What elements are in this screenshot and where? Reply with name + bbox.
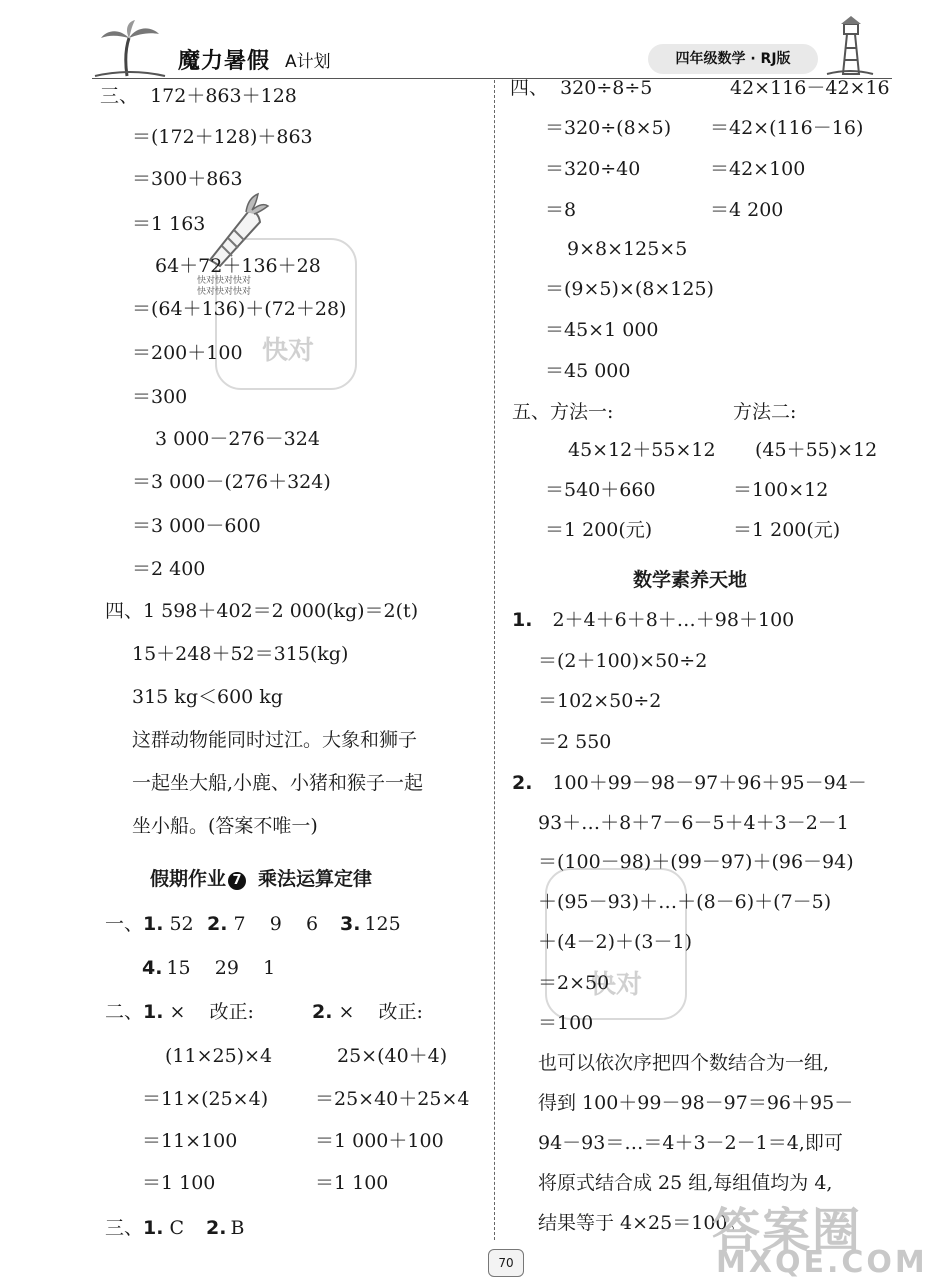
answer-line: ＝100×12: [733, 479, 829, 501]
answer-line: ＝11×(25×4): [142, 1088, 269, 1110]
item-answer: × 改正:: [169, 1001, 254, 1023]
answer-line: ＝42×100: [710, 158, 806, 180]
section-title: [150, 864, 372, 891]
section-title-text: 假期作业: [150, 868, 227, 890]
answer-line: ＝540＋660: [545, 479, 656, 501]
answer-line: ＝45 000: [545, 360, 631, 382]
brand-title: 魔力暑假: [178, 49, 271, 74]
answer-line: 四、 320÷8÷5: [510, 77, 653, 99]
answer-line: 3 000－276－324: [155, 428, 320, 450]
answer-line: (11×25)×4: [165, 1045, 273, 1067]
answer-line: ＝2 400: [132, 558, 206, 580]
answer-line: 45×12＋55×12: [568, 439, 716, 461]
answer-line: 15＋248＋52＝315(kg): [132, 643, 349, 665]
item-number: 3.: [340, 913, 361, 935]
grade-badge: 四年级数学 · RJ版: [648, 44, 818, 74]
answer-line: [512, 771, 867, 795]
answer-line: 坐小船。(答案不唯一): [132, 815, 318, 837]
answer-line: ＝(172＋128)＋863: [132, 126, 313, 148]
stamp-watermark-text: 快对: [590, 970, 643, 1000]
answer-line: 93＋…＋8＋7－6－5＋4＋3－2－1: [538, 812, 849, 834]
site-watermark: 答案圈: [712, 1203, 863, 1259]
answer-line: ＝102×50÷2: [538, 690, 662, 712]
answer-line: ＝11×100: [142, 1130, 238, 1152]
stamp-small-text: 快对快对快对: [197, 287, 252, 297]
answer-line: 这群动物能同时过江。大象和狮子: [132, 729, 418, 751]
answer-line: [142, 956, 275, 980]
answer-line: ＝8: [545, 199, 577, 221]
answer-line: ＝1 100: [142, 1172, 216, 1194]
answer-line: 方法二:: [733, 401, 797, 423]
question-prefix: 二、: [105, 1001, 144, 1023]
answer-line: (45＋55)×12: [755, 439, 878, 461]
answer-line: ＝45×1 000: [545, 319, 659, 341]
answer-line: [207, 912, 318, 936]
answer-line: [105, 1000, 254, 1024]
item-answer: 15 29 1: [166, 957, 276, 979]
item-number: 1.: [143, 1001, 164, 1023]
answer-line: ＝(100－98)＋(99－97)＋(96－94): [538, 851, 854, 873]
answer-line: ＝42×(116－16): [710, 117, 864, 139]
answer-line: 42×116－42×16: [730, 77, 890, 99]
answer-line: 一起坐大船,小鹿、小猪和猴子一起: [132, 772, 424, 794]
item-answer: 52: [169, 913, 194, 935]
answer-line: ＝3 000－(276＋324): [132, 471, 331, 493]
answer-line: 五、方法一:: [512, 401, 614, 423]
stamp-small-text: 快对快对快对: [197, 276, 252, 286]
answer-line: 将原式结合成 25 组,每组值均为 4,: [538, 1172, 833, 1194]
answer-line: ＋(4－2)＋(3－1): [538, 931, 693, 953]
answer-line: ＝200＋100: [132, 342, 243, 364]
brand-subtitle: A计划: [285, 52, 331, 72]
answer-line: ＝1 163: [132, 213, 206, 235]
section-title: 数学素养天地: [633, 569, 748, 591]
site-watermark-url: MXQE.COM: [716, 1245, 928, 1280]
item-answer: C: [169, 1217, 185, 1239]
answer-line: ＝1 100: [315, 1172, 389, 1194]
item-answer: 100＋99－98－97＋96＋95－94－: [552, 772, 867, 794]
answer-line: 315 kg＜600 kg: [132, 686, 283, 708]
answer-line: ＝25×40＋25×4: [315, 1088, 470, 1110]
page-number: 70: [488, 1249, 524, 1277]
item-number: 1.: [143, 1217, 164, 1239]
palm-tree-icon: [95, 20, 165, 78]
answer-line: 也可以依次序把四个数结合为一组,: [538, 1052, 830, 1074]
answer-line: ＝320÷40: [545, 158, 641, 180]
answer-line: [105, 912, 194, 936]
answer-line: ＝300: [132, 386, 188, 408]
answer-line: ＝1 000＋100: [315, 1130, 444, 1152]
stamp-watermark-text: 快对: [262, 336, 315, 366]
item-number: 2.: [207, 913, 228, 935]
answer-line: 64＋72＋136＋28: [155, 255, 321, 277]
item-number: 4.: [142, 957, 163, 979]
item-answer: × 改正:: [338, 1001, 423, 1023]
answer-line: ＋(95－93)＋…＋(8－6)＋(7－5): [538, 891, 832, 913]
answer-line: 25×(40＋4): [337, 1045, 448, 1067]
answer-line: [312, 1000, 423, 1024]
answer-line: ＝4 200: [710, 199, 784, 221]
item-answer: 7 9 6: [233, 913, 319, 935]
item-number: 1.: [143, 913, 164, 935]
item-number: 2.: [512, 772, 533, 794]
answer-line: ＝320÷(8×5): [545, 117, 672, 139]
item-number: 2.: [206, 1217, 227, 1239]
answer-line: 结果等于 4×25＝100。: [538, 1212, 747, 1234]
item-answer: 2＋4＋6＋8＋…＋98＋100: [552, 609, 795, 631]
answer-line: ＝2 550: [538, 731, 612, 753]
item-number: 1.: [512, 609, 533, 631]
answer-line: [340, 912, 401, 936]
answer-line: ＝(2＋100)×50÷2: [538, 650, 708, 672]
question-prefix: 三、: [105, 1217, 144, 1239]
answer-line: 三、 172＋863＋128: [100, 85, 297, 107]
answer-line: ＝2×50: [538, 972, 610, 994]
item-number: 2.: [312, 1001, 333, 1023]
answer-line: ＝300＋863: [132, 168, 243, 190]
answer-line: ＝1 200(元): [545, 519, 653, 541]
answer-line: [105, 1216, 244, 1240]
item-answer: B: [230, 1217, 245, 1239]
answer-line: 四、1 598＋402＝2 000(kg)＝2(t): [105, 600, 419, 622]
answer-line: ＝(9×5)×(8×125): [545, 278, 714, 300]
answer-line: 得到 100＋99－98－97＝96＋95－: [538, 1092, 854, 1114]
column-divider: [494, 80, 495, 1240]
answer-line: ＝(64＋136)＋(72＋28): [132, 298, 347, 320]
answer-line: ＝1 200(元): [733, 519, 841, 541]
answer-line: ＝3 000－600: [132, 515, 261, 537]
answer-line: 9×8×125×5: [567, 238, 688, 260]
answer-line: [512, 608, 794, 632]
answer-line: 94－93＝…＝4＋3－2－1＝4,即可: [538, 1132, 843, 1154]
item-answer: 125: [364, 913, 401, 935]
section-title-rest: 乘法运算定律: [258, 868, 373, 890]
question-prefix: 一、: [105, 913, 144, 935]
answer-line: ＝100: [538, 1012, 594, 1034]
page-header: [0, 0, 900, 80]
lighthouse-icon: [825, 14, 875, 76]
section-number-badge: 7: [228, 872, 246, 890]
